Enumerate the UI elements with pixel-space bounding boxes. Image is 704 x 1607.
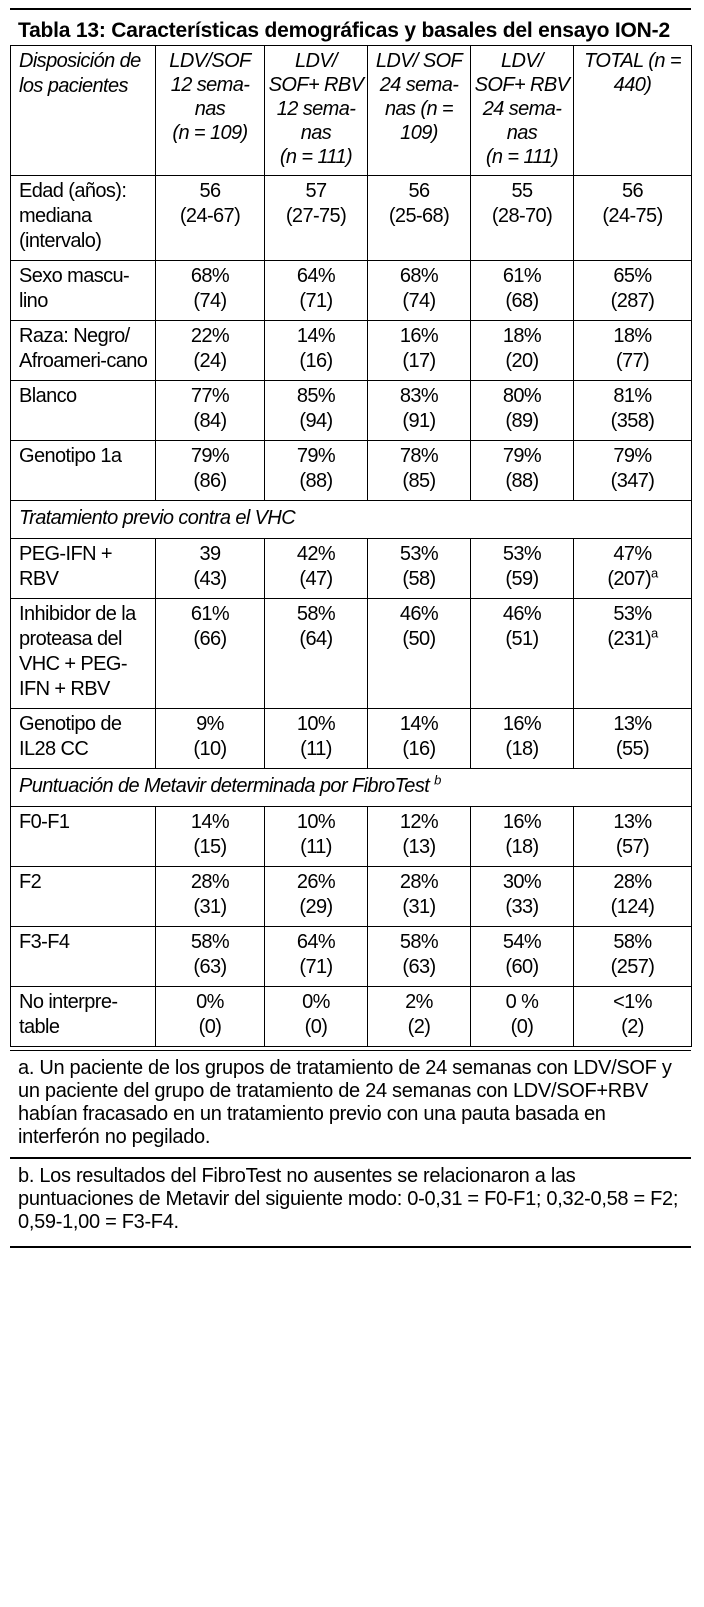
row-f2 xyxy=(11,867,692,927)
table-cell: 13% (57) xyxy=(574,807,692,867)
row-peg-ifn xyxy=(11,539,692,599)
header-label: Disposición de los pacientes xyxy=(11,46,156,176)
column-header: TOTAL (n = 440) xyxy=(574,46,692,176)
table-cell: 42% (47) xyxy=(265,539,368,599)
table-cell: 16% (18) xyxy=(471,807,574,867)
table-title: Tabla 13: Características demográficas y basales del ensayo ION-2 xyxy=(10,8,691,45)
table-cell: 22% (24) xyxy=(156,321,265,381)
table-cell: 61% (68) xyxy=(471,261,574,321)
table-cell: 16% (17) xyxy=(368,321,471,381)
row-label: Genotipo 1a xyxy=(11,441,156,501)
column-header: LDV/ SOF 24 sema-nas (n = 109) xyxy=(368,46,471,176)
section-row-metavir xyxy=(11,769,692,807)
column-header: LDV/SOF 12 sema-nas (n = 109) xyxy=(156,46,265,176)
table-cell: 79% (347) xyxy=(574,441,692,501)
row-black xyxy=(11,321,692,381)
table-cell: 64% (71) xyxy=(265,927,368,987)
table-cell: 10% (11) xyxy=(265,807,368,867)
table-cell: 53% (59) xyxy=(471,539,574,599)
table-cell: 46% (51) xyxy=(471,599,574,709)
table-cell: 79% (88) xyxy=(471,441,574,501)
table-cell: 18% (20) xyxy=(471,321,574,381)
table-cell: 68% (74) xyxy=(156,261,265,321)
footnote-marker: a xyxy=(651,565,658,581)
table-cell: 55 (28-70) xyxy=(471,176,574,261)
table-cell: 58% (257) xyxy=(574,927,692,987)
table-cell: 64% (71) xyxy=(265,261,368,321)
row-label: Edad (años): mediana (intervalo) xyxy=(11,176,156,261)
row-protease-inhibitor xyxy=(11,599,692,709)
footnote-b: b. Los resultados del FibroTest no ausentes se relacionaron a las puntuaciones de Metavir del siguiente modo: 0-0,31 = F0-F1; 0,32-0,58 = F2; 0,59-1,00 = F3-F4. xyxy=(10,1157,691,1248)
table-cell: 0% (0) xyxy=(265,987,368,1047)
table-cell: 10% (11) xyxy=(265,709,368,769)
table-cell: 83% (91) xyxy=(368,381,471,441)
table-cell: 47% $(207)^a$ xyxy=(574,539,692,599)
table-cell: 68% (74) xyxy=(368,261,471,321)
table-cell: 28% (124) xyxy=(574,867,692,927)
table-cell: 81% (358) xyxy=(574,381,692,441)
table-cell: 14% (16) xyxy=(265,321,368,381)
row-label: No interpre-table xyxy=(11,987,156,1047)
row-f0-f1 xyxy=(11,807,692,867)
table-cell: 56 (24-67) xyxy=(156,176,265,261)
header-row xyxy=(11,46,692,176)
row-genotype-1a xyxy=(11,441,692,501)
section-heading: Tratamiento previo contra el VHC xyxy=(11,501,692,539)
row-white xyxy=(11,381,692,441)
row-il28 xyxy=(11,709,692,769)
table-cell: 46% (50) xyxy=(368,599,471,709)
footnote-marker: b xyxy=(434,772,441,788)
column-header: LDV/ SOF+ RBV 24 sema-nas (n = 111) xyxy=(471,46,574,176)
row-f3-f4 xyxy=(11,927,692,987)
row-age xyxy=(11,176,692,261)
table-cell: 58% (63) xyxy=(156,927,265,987)
row-label: PEG-IFN + RBV xyxy=(11,539,156,599)
table-cell: 30% (33) xyxy=(471,867,574,927)
section-heading: Puntuación de Metavir determinada por FibroTest $^b$ xyxy=(11,769,692,807)
table-cell: 57 (27-75) xyxy=(265,176,368,261)
row-label: Inhibidor de la proteasa del VHC + PEG-IFN + RBV xyxy=(11,599,156,709)
row-label: Sexo mascu-lino xyxy=(11,261,156,321)
table-cell: 53% $(231)^a$ xyxy=(574,599,692,709)
row-label: F2 xyxy=(11,867,156,927)
table-cell: 65% (287) xyxy=(574,261,692,321)
table-cell: 61% (66) xyxy=(156,599,265,709)
row-male xyxy=(11,261,692,321)
table-cell: 13% (55) xyxy=(574,709,692,769)
table-cell: 28% (31) xyxy=(368,867,471,927)
table-cell: 79% (88) xyxy=(265,441,368,501)
table-cell: 14% (15) xyxy=(156,807,265,867)
table-cell: 79% (86) xyxy=(156,441,265,501)
table-cell: 56 (24-75) xyxy=(574,176,692,261)
row-label: Raza: Negro/ Afroameri-cano xyxy=(11,321,156,381)
table-cell: 78% (85) xyxy=(368,441,471,501)
table-cell: 80% (89) xyxy=(471,381,574,441)
table-cell: 2% (2) xyxy=(368,987,471,1047)
demographics-table xyxy=(10,45,692,1047)
table-cell: 85% (94) xyxy=(265,381,368,441)
footnote-a: a. Un paciente de los grupos de tratamiento de 24 semanas con LDV/SOF y un paciente del grupo de tratamiento de 24 semanas con LDV/SOF+RBV habían fracasado en un tratamiento previo con una pauta basada en interferón no pegilado. xyxy=(10,1050,691,1157)
table-cell: 14% (16) xyxy=(368,709,471,769)
footnote-marker: a xyxy=(651,625,658,641)
table-cell: <1% (2) xyxy=(574,987,692,1047)
row-label: F0-F1 xyxy=(11,807,156,867)
section-row-prior-treatment xyxy=(11,501,692,539)
table-cell: 9% (10) xyxy=(156,709,265,769)
document xyxy=(10,8,691,1248)
table-cell: 26% (29) xyxy=(265,867,368,927)
table-cell: 77% (84) xyxy=(156,381,265,441)
table-cell: 0% (0) xyxy=(156,987,265,1047)
table-cell: 28% (31) xyxy=(156,867,265,927)
row-label: F3-F4 xyxy=(11,927,156,987)
table-cell: 58% (64) xyxy=(265,599,368,709)
table-cell: 53% (58) xyxy=(368,539,471,599)
table-cell: 54% (60) xyxy=(471,927,574,987)
table-cell: 58% (63) xyxy=(368,927,471,987)
row-label: Blanco xyxy=(11,381,156,441)
table-cell: 18% (77) xyxy=(574,321,692,381)
row-non-interpretable xyxy=(11,987,692,1047)
table-cell: 0 % (0) xyxy=(471,987,574,1047)
table-cell: 12% (13) xyxy=(368,807,471,867)
column-header: LDV/ SOF+ RBV 12 sema-nas (n = 111) xyxy=(265,46,368,176)
table-cell: 16% (18) xyxy=(471,709,574,769)
table-cell: 39 (43) xyxy=(156,539,265,599)
row-label: Genotipo de IL28 CC xyxy=(11,709,156,769)
table-cell: 56 (25-68) xyxy=(368,176,471,261)
